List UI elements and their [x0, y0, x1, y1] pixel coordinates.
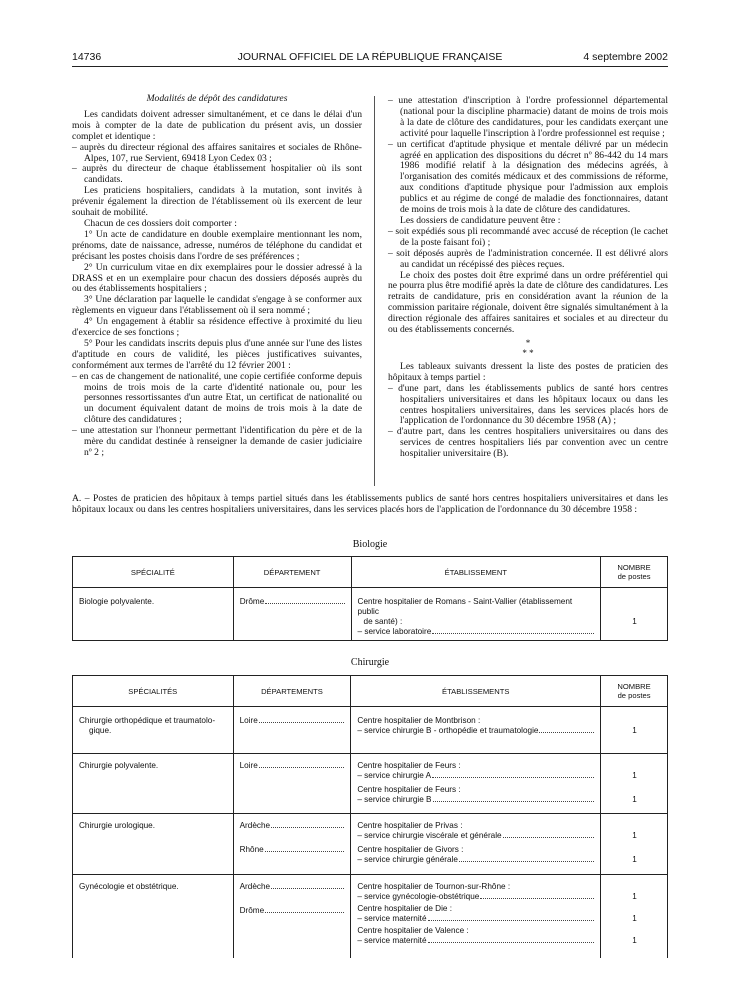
service-name: – service chirurgie B	[357, 795, 432, 804]
publication-date: 4 septembre 2002	[583, 51, 668, 63]
list-item: – soit expédiés sous pli recommandé avec accusé de réception (le cachet de la poste faisant foi) ;	[388, 225, 668, 248]
service-name: – service chirurgie viscérale et générale	[357, 831, 502, 840]
cell-etablissement	[351, 814, 601, 875]
cell-nombre	[601, 754, 668, 814]
paragraph: Les candidats doivent adresser simultanément, et ce dans le délai d'un mois à compter de la date de publication du présent avis, un dossier complet et identique :	[72, 108, 362, 142]
service-name: – service chirurgie B - orthopédie et traumatologie	[357, 726, 539, 735]
cell-etablissement	[351, 707, 601, 754]
list-item: – d'une part, dans les établissements publics de santé hors centres hospitaliers universitaires et dans les hôpitaux locaux ou dans les centres hospitaliers universitaires, dans les services placés hors de l'application de l'ordonnance du 30 décembre 1958 (A) ;	[388, 382, 668, 427]
header-departement: DÉPARTEMENT	[233, 557, 351, 588]
header-nombre-line2: de postes	[617, 572, 651, 581]
etab-name-cont: de santé) :	[363, 617, 403, 626]
paragraph: 5° Pour les candidats inscrits depuis plus d'une année sur l'une des listes d'aptitude en cours de validité, les pièces justificatives suivantes, conformément aux termes de l'arrêté du 12 février 2001 :	[72, 337, 362, 371]
chirurgie-table	[72, 675, 668, 958]
service-name: – service gynécologie-obstétrique	[357, 892, 480, 901]
cell-specialite: Gynécologie et obstétrique.	[73, 875, 234, 958]
table-title-biologie: Biologie	[352, 539, 388, 550]
cell-departement	[233, 814, 351, 875]
separator-stars	[388, 338, 668, 358]
dept-label: Ardèche	[239, 882, 271, 891]
cell-nombre: 1	[601, 588, 668, 641]
cell-etablissement	[351, 754, 601, 814]
dept-label: Ardèche	[239, 821, 271, 830]
nb-value: 1	[632, 831, 637, 840]
left-column	[72, 94, 362, 459]
etab-name: Centre hospitalier de Tournon-sur-Rhône :	[357, 882, 511, 891]
cell-departement	[233, 754, 351, 814]
table-header-row	[73, 676, 668, 707]
cell-specialite: Chirurgie polyvalente.	[73, 754, 234, 814]
header-departements: DÉPARTEMENTS	[233, 676, 351, 707]
table-row	[73, 875, 668, 958]
etab-name: Centre hospitalier de Feurs :	[357, 761, 461, 770]
paragraph: Les praticiens hospitaliers, candidats à la mutation, sont invités à prévenir également la direction de l'établissement où ils exercent de leur souhait de mobilité.	[72, 185, 362, 219]
dept-label: Drôme	[239, 597, 265, 606]
service-name: – service chirurgie générale	[357, 855, 458, 864]
dept-label: Rhône	[239, 845, 264, 854]
cell-departement	[233, 588, 351, 641]
service-name: – service maternité	[357, 914, 427, 923]
nb-value: 1	[632, 855, 637, 864]
paragraph: Le choix des postes doit être exprimé dans un ordre préférentiel qui ne pourra plus être modifié après la date de clôture des candidatures. Les retraits de candidature, pris en considération avant la réunion de la commission paritaire régionale, doivent être signalés simultanément à la direction régionale des affaires sanitaires et sociales et au directeur du ou des établissements concernés.	[388, 269, 668, 336]
cell-specialite: Biologie polyvalente.	[73, 588, 234, 641]
spec-line: gique.	[89, 726, 112, 735]
cell-nombre	[601, 814, 668, 875]
list-item: – auprès du directeur de chaque établissement hospitalier où ils sont candidats.	[72, 163, 362, 186]
list-item: – un certificat d'aptitude physique et mentale délivré par un médecin agréé en application des dispositions du décret nº 86-442 du 14 mars 1986 modifié relatif à la désignation des médecins agréés, à l'organisation des comités médicaux et des commissions de réforme, aux conditions d'aptitude physique pour l'admission aux emplois publics et au régime de congé de maladie des fonctionnaires, datant de moins de trois mois à la date de clôture des candidatures.	[388, 138, 668, 216]
header-etablissements: ÉTABLISSEMENTS	[351, 676, 601, 707]
list-item: – en cas de changement de nationalité, une copie certifiée conforme depuis moins de trois mois de la carte d'identité nationale ou, pour les personnes ressortissantes d'un autre Etat, un certificat de nationalité ou un document équivalent datant de moins de trois mois à la date de clôture des candidatures ;	[72, 370, 362, 426]
service-name: – service maternité	[357, 936, 427, 945]
cell-specialite: Chirurgie urologique.	[73, 814, 234, 875]
cell-departement	[233, 875, 351, 958]
cell-departement	[233, 707, 351, 754]
table-row	[73, 707, 668, 754]
paragraph: 2° Un curriculum vitae en dix exemplaires pour le dossier adressé à la DRASS et en un exemplaire pour chacun des dossiers déposés auprès du ou des établissements hospitaliers ;	[72, 261, 362, 295]
list-item: – une attestation sur l'honneur permettant l'identification du père et de la mère du candidat destinée à renseigner la demande de casier judiciaire nº 2 ;	[72, 425, 362, 458]
spec-line: Chirurgie orthopédique et traumatolo-	[79, 716, 216, 725]
etab-name: Centre hospitalier de Die :	[357, 904, 453, 913]
header-etablissement: ÉTABLISSEMENT	[351, 557, 601, 588]
cell-etablissement	[351, 588, 601, 641]
nb-value: 1	[632, 892, 637, 901]
nb-value: 1	[632, 771, 637, 780]
table-header-row	[73, 557, 668, 588]
paragraph: 4° Un engagement à établir sa résidence effective à proximité du lieu d'exercice de ses fonctions ;	[72, 316, 362, 339]
header-nombre-line1: NOMBRE	[617, 563, 651, 572]
table-row	[73, 754, 668, 814]
etab-name: Centre hospitalier de Montbrison :	[357, 716, 481, 725]
page-header	[72, 51, 668, 65]
header-nombre-line1: NOMBRE	[617, 682, 651, 691]
journal-title: JOURNAL OFFICIEL DE LA RÉPUBLIQUE FRANÇAISE	[237, 51, 503, 63]
table-row	[73, 588, 668, 641]
list-item: – soit déposés auprès de l'administration concernée. Il est délivré alors au candidat un récépissé des pièces reçues.	[388, 247, 668, 270]
nb-value: 1	[632, 936, 637, 945]
right-column	[388, 96, 668, 460]
stars-line: * *	[522, 347, 534, 358]
table-row	[73, 814, 668, 875]
column-divider	[374, 96, 375, 486]
header-nombre-line2: de postes	[617, 691, 651, 700]
service-name: – service laboratoire	[357, 627, 432, 636]
etab-name: Centre hospitalier de Feurs :	[357, 785, 461, 794]
header-nombre	[601, 557, 668, 588]
list-item: – une attestation d'inscription à l'ordre professionnel départemental (national pour la discipline pharmacie) datant de moins de trois mois à la date de clôture des candidatures, pour les candidats exerçant une activité pour laquelle l'inscription à l'ordre professionnel est requise ;	[388, 95, 668, 139]
header-rule	[72, 66, 668, 67]
nb-value: 1	[632, 914, 637, 923]
section-a-intro: A. – Postes de praticien des hôpitaux à temps partiel situés dans les établissements publics de santé hors centres hospitaliers universitaires et dans les hôpitaux locaux ou dans les centres hospitaliers universitaires, dans les services placés hors de l'application de l'ordonnance du 30 décembre 1958 :	[72, 493, 668, 515]
dept-label: Loire	[239, 716, 258, 725]
page-number: 14736	[72, 51, 102, 63]
etab-name: Centre hospitalier de Valence :	[357, 926, 469, 935]
paragraph: Les dossiers de candidature peuvent être :	[400, 214, 561, 226]
header-specialites: SPÉCIALITÉS	[73, 676, 234, 707]
cell-nombre: 1	[601, 707, 668, 754]
paragraph: 3° Une déclaration par laquelle le candidat s'engage à se conformer aux règlements en vigueur dans l'établissement où il sera nommé ;	[72, 294, 362, 317]
dept-label: Drôme	[239, 906, 265, 915]
etab-name: Centre hospitalier de Givors :	[357, 845, 464, 854]
etab-name: Centre hospitalier de Romans - Saint-Vallier (établissement public	[357, 597, 573, 616]
stars-line: *	[525, 337, 531, 348]
header-specialite: SPÉCIALITÉ	[73, 557, 234, 588]
cell-etablissement	[351, 875, 601, 958]
table-title-chirurgie: Chirurgie	[350, 657, 390, 668]
paragraph: 1° Un acte de candidature en double exemplaire mentionnant les nom, prénoms, date de naissance, adresse, numéros de téléphone du candidat et précisant les postes choisis dans l'ordre de ses préférences ;	[72, 228, 362, 262]
dept-label: Loire	[239, 761, 258, 770]
service-name: – service chirurgie A	[357, 771, 432, 780]
cell-specialite	[73, 707, 234, 754]
etab-name: Centre hospitalier de Privas :	[357, 821, 463, 830]
biologie-table	[72, 556, 668, 641]
paragraph: Chacun de ces dossiers doit comporter :	[84, 217, 237, 229]
header-nombre	[601, 676, 668, 707]
cell-nombre	[601, 875, 668, 958]
paragraph: Les tableaux suivants dressent la liste des postes de praticien des hôpitaux à temps partiel :	[388, 360, 668, 383]
nb-value: 1	[632, 795, 637, 804]
list-item: – auprès du directeur régional des affaires sanitaires et sociales de Rhône-Alpes, 107, rue Servient, 69418 Lyon Cedex 03 ;	[72, 141, 362, 164]
section-heading: Modalités de dépôt des candidatures	[146, 93, 288, 104]
list-item: – d'autre part, dans les centres hospitaliers universitaires ou dans des services de centres hospitaliers liés par convention avec un centre hospitalier universitaire (B).	[388, 426, 668, 460]
